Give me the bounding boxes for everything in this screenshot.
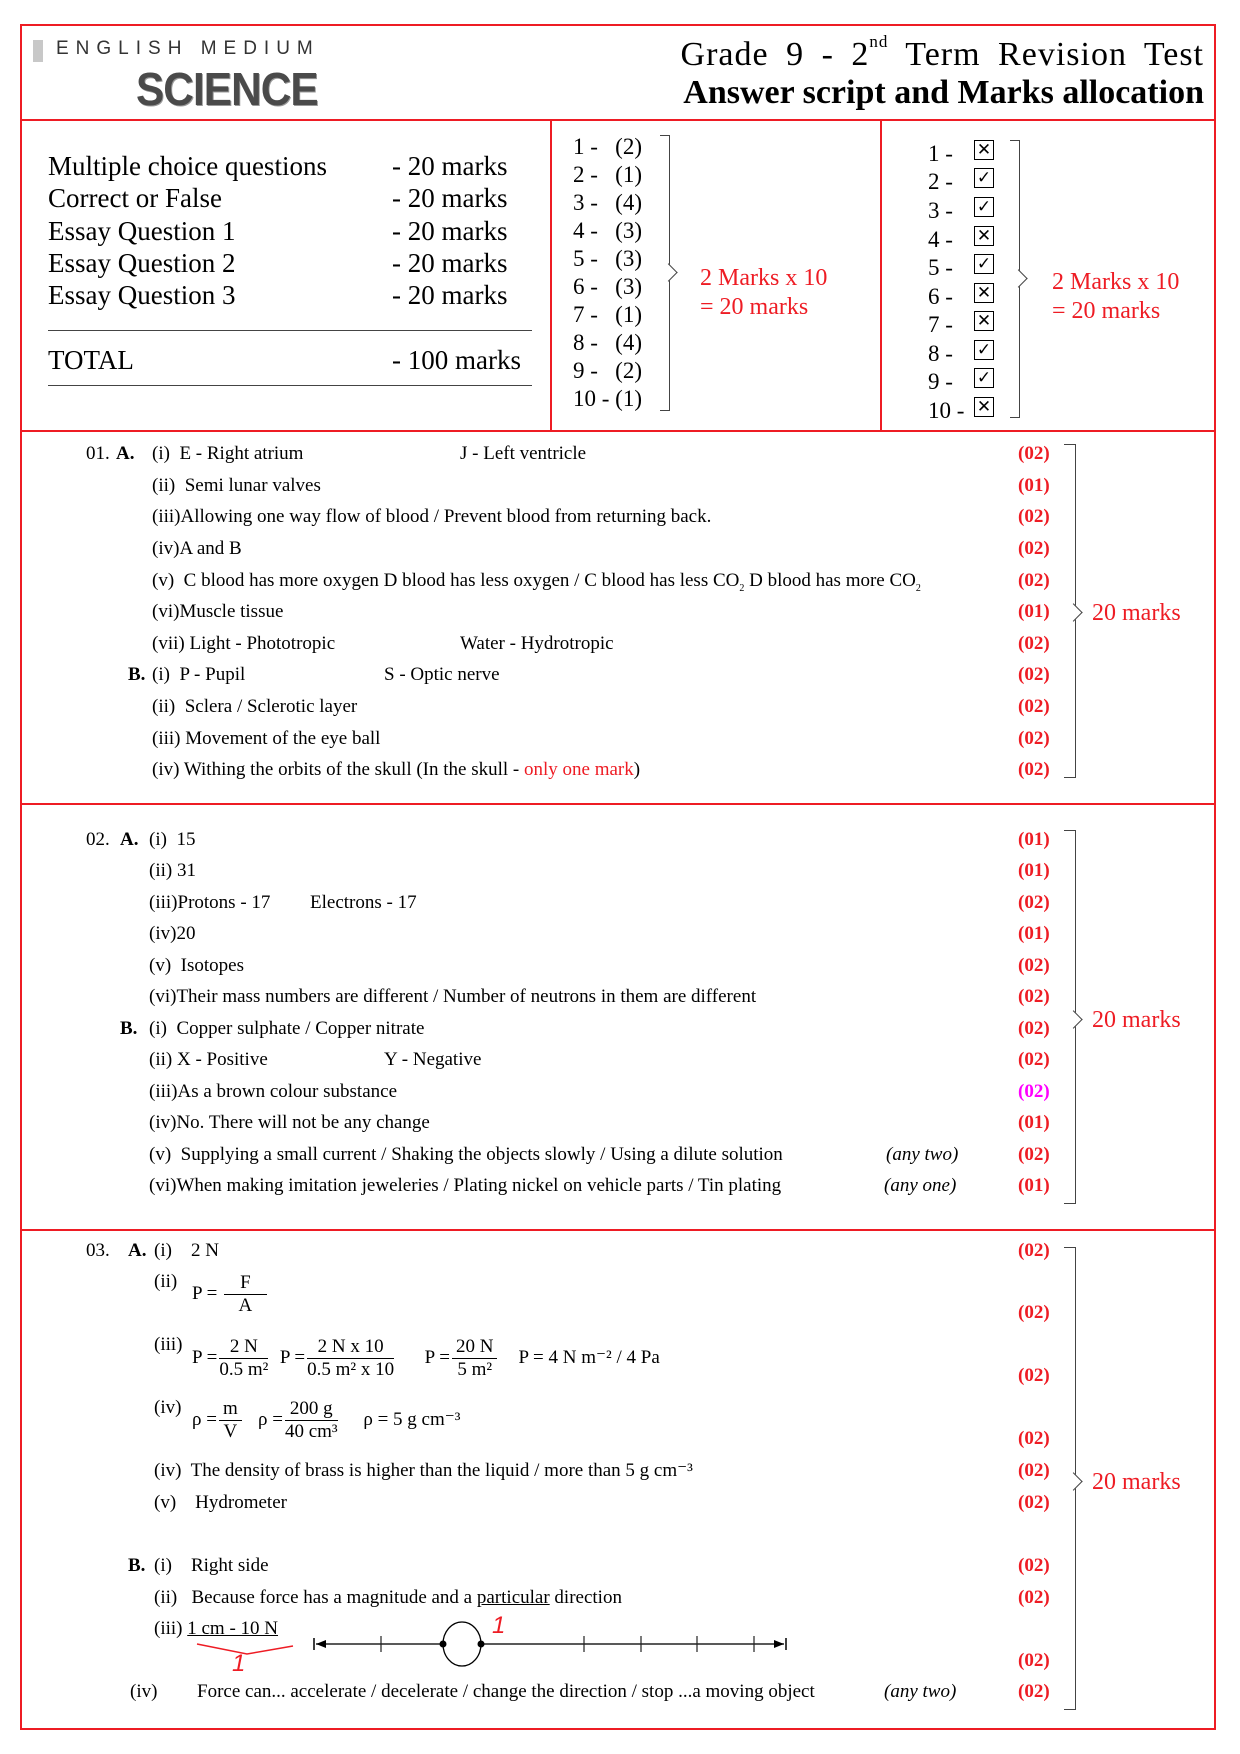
summary-value: - 20 marks — [392, 183, 508, 213]
check-box-icon: ✓ — [974, 197, 994, 217]
answer-row-col2: S - Optic nerve — [384, 664, 500, 685]
answer-row: (i) P - Pupil — [152, 664, 246, 685]
check-box-icon: ✓ — [974, 168, 994, 188]
mark-value: (02) — [1018, 1587, 1050, 1608]
mcq-answer: 6 - (3) — [573, 274, 642, 299]
part-label: B. — [128, 664, 146, 685]
handwritten-mark-1: 1 — [232, 1650, 246, 1677]
answer-row: (v) Isotopes — [149, 955, 244, 976]
mark-value: (01) — [1018, 829, 1050, 850]
question-number: 03. — [86, 1240, 110, 1261]
logo-bar-icon — [33, 40, 43, 62]
tf-number: 5 - — [928, 255, 953, 280]
mcq-answer: 4 - (3) — [573, 218, 642, 243]
tf-number: 1 - — [928, 141, 953, 166]
mark-value: (02) — [1018, 1492, 1050, 1513]
answer-row: (ii) Sclera / Sclerotic layer — [152, 696, 358, 717]
answer-row: (iv)No. There will not be any change — [149, 1112, 430, 1133]
mark-value: (02) — [1018, 696, 1050, 717]
answer-row: (i) 2 N — [154, 1240, 219, 1261]
mark-value: (02) — [1018, 759, 1050, 780]
formula-density: ρ = $\frac{m}{V}$ ρ = $\frac{200 g}{\text{40 cm³}}$ ρ = 5 g cm⁻³ — [192, 1398, 461, 1442]
summary-label: Essay Question 3 — [48, 280, 236, 310]
mark-value: (02) — [1018, 955, 1050, 976]
answer-note: (any one) — [884, 1175, 957, 1196]
part-label: A. — [128, 1240, 147, 1261]
tf-number: 7 - — [928, 312, 953, 337]
summary-label: Multiple choice questions — [48, 151, 327, 181]
total-value: - 100 marks — [392, 345, 521, 375]
answer-row: (v) Supplying a small current / Shaking the objects slowly / Using a dilute solution — [149, 1144, 783, 1165]
mark-value: (01) — [1018, 1175, 1050, 1196]
answer-row-col2: Water - Hydrotropic — [460, 633, 614, 654]
summary-label: Essay Question 2 — [48, 248, 236, 278]
tf-marks-line2: = 20 marks — [1052, 298, 1161, 324]
mark-value: (02) — [1018, 664, 1050, 685]
cross-box-icon: ✕ — [974, 140, 994, 160]
summary-label: Essay Question 1 — [48, 216, 236, 246]
question-number: 02. — [86, 829, 110, 850]
summary-divider — [20, 430, 1216, 432]
mark-value: (02) — [1018, 1144, 1050, 1165]
sub-label: (iv) — [130, 1681, 158, 1702]
logo-science: SCIENCE — [136, 63, 318, 115]
cross-box-icon: ✕ — [974, 283, 994, 303]
answer-row: (iv)20 — [149, 923, 196, 944]
mark-value: (02) — [1018, 1460, 1050, 1481]
answer-row-col2: Y - Negative — [384, 1049, 482, 1070]
total-label: TOTAL — [48, 345, 134, 375]
answer-row: (vii) Light - Phototropic — [152, 633, 336, 654]
answer-row: (v) Hydrometer — [154, 1492, 287, 1513]
mark-value: (02) — [1018, 1302, 1050, 1323]
mcq-answer: 2 - (1) — [573, 162, 642, 187]
answer-row: (ii) Semi lunar valves — [152, 475, 321, 496]
mark-value-highlighted: (02) — [1018, 1081, 1050, 1102]
q2-total: 20 marks — [1092, 1007, 1181, 1033]
part-label: B. — [120, 1018, 138, 1039]
tf-number: 4 - — [928, 227, 953, 252]
mark-value: (02) — [1018, 1428, 1050, 1449]
mark-value: (02) — [1018, 1555, 1050, 1576]
part-label: A. — [116, 443, 135, 464]
answer-row: (v) C blood has more oxygen D blood has less oxygen / C blood has less $CO_2$ D blood has more $CO_2$ — [152, 570, 921, 594]
mark-value: (02) — [1018, 506, 1050, 527]
mcq-tf-divider — [880, 120, 882, 430]
mark-value: (02) — [1018, 728, 1050, 749]
mcq-answer: 10 - (1) — [573, 386, 642, 411]
answer-row: (vi)Muscle tissue — [152, 601, 284, 622]
q1-total: 20 marks — [1092, 600, 1181, 626]
answer-row-col2: Electrons - 17 — [310, 892, 417, 913]
cross-box-icon: ✕ — [974, 226, 994, 246]
q1-divider — [20, 803, 1216, 805]
answer-row: (iii) Movement of the eye ball — [152, 728, 381, 749]
answer-row: (iii)As a brown colour substance — [149, 1081, 398, 1102]
mark-value: (02) — [1018, 1049, 1050, 1070]
tf-marks-line1: 2 Marks x 10 — [1052, 269, 1180, 295]
answer-row: (iii)Allowing one way flow of blood / Prevent blood from returning back. — [152, 506, 712, 527]
sub-label: (iii) — [154, 1334, 183, 1355]
mcq-marks-line1: 2 Marks x 10 — [700, 265, 828, 291]
answer-row: (iv) Withing the orbits of the skull (In the skull - only one mark) — [152, 759, 641, 780]
mark-value: (01) — [1018, 1112, 1050, 1133]
mark-value: (02) — [1018, 570, 1050, 591]
summary-mcq-divider — [550, 120, 552, 430]
sub-label: (iv) — [154, 1397, 182, 1418]
cross-box-icon: ✕ — [974, 311, 994, 331]
answer-row-col2: J - Left ventricle — [460, 443, 587, 464]
summary-rule — [48, 385, 532, 386]
q2-divider — [20, 1229, 1216, 1231]
mark-value: (01) — [1018, 601, 1050, 622]
mark-value: (02) — [1018, 892, 1050, 913]
summary-rule — [48, 330, 532, 331]
mark-value: (02) — [1018, 1240, 1050, 1261]
answer-note: (any two) — [884, 1681, 957, 1702]
tf-number: 10 - — [928, 398, 965, 423]
answer-row: (ii) X - Positive — [149, 1049, 268, 1070]
answer-row: (iii) 1 cm - 10 N — [154, 1618, 279, 1639]
answer-note: (any two) — [886, 1144, 959, 1165]
answer-row: (i) 15 — [149, 829, 196, 850]
mark-value: (02) — [1018, 1018, 1050, 1039]
formula-pressure: P = $\frac{F}{A}$ — [192, 1272, 269, 1317]
answer-row: (vi)Their mass numbers are different / Number of neutrons in them are different — [149, 986, 757, 1007]
answer-row: (i) Copper sulphate / Copper nitrate — [149, 1018, 425, 1039]
mark-value: (02) — [1018, 633, 1050, 654]
summary-value: - 20 marks — [392, 280, 508, 310]
summary-value: - 20 marks — [392, 151, 508, 181]
answer-row: (ii) 31 — [149, 860, 196, 881]
tf-number: 6 - — [928, 284, 953, 309]
answer-row: (ii) Because force has a magnitude and a particular direction — [154, 1587, 622, 1608]
answer-row: (i) Right side — [154, 1555, 269, 1576]
handwritten-mark-2: 1 — [492, 1612, 506, 1639]
tf-number: 9 - — [928, 369, 953, 394]
mcq-answer: 1 - (2) — [573, 134, 642, 159]
mcq-answer: 9 - (2) — [573, 358, 642, 383]
sub-label: (ii) — [154, 1271, 178, 1292]
question-number: 01. — [86, 443, 110, 464]
answer-row: (i) E - Right atrium — [152, 443, 304, 464]
page-subtitle: Answer script and Marks allocation — [683, 74, 1204, 111]
part-label: B. — [128, 1555, 146, 1576]
part-label: A. — [120, 829, 139, 850]
force-diagram — [310, 1620, 790, 1680]
page-title: Grade 9 - 2nd Term Revision Test — [680, 32, 1204, 73]
mark-value: (02) — [1018, 986, 1050, 1007]
mark-value: (02) — [1018, 1365, 1050, 1386]
mcq-answer: 8 - (4) — [573, 330, 642, 355]
mark-value: (01) — [1018, 860, 1050, 881]
summary-value: - 20 marks — [392, 248, 508, 278]
answer-row: (iv) The density of brass is higher than the liquid / more than 5 g cm⁻³ — [154, 1460, 693, 1481]
tf-number: 8 - — [928, 341, 953, 366]
header-divider — [20, 119, 1216, 121]
answer-row: (iii)Protons - 17 — [149, 892, 271, 913]
logo-subtitle: ENGLISH MEDIUM — [56, 38, 320, 59]
answer-row: Force can... accelerate / decelerate / change the direction / stop ...a moving object — [197, 1681, 815, 1702]
answer-row: (iv)A and B — [152, 538, 242, 559]
tf-number: 3 - — [928, 198, 953, 223]
mark-value: (01) — [1018, 923, 1050, 944]
check-box-icon: ✓ — [974, 254, 994, 274]
mcq-answer: 7 - (1) — [573, 302, 642, 327]
mcq-answer: 5 - (3) — [573, 246, 642, 271]
mark-value: (02) — [1018, 443, 1050, 464]
mark-value: (02) — [1018, 538, 1050, 559]
mark-value: (01) — [1018, 475, 1050, 496]
cross-box-icon: ✕ — [974, 397, 994, 417]
check-box-icon: ✓ — [974, 340, 994, 360]
summary-label: Correct or False — [48, 183, 222, 213]
formula-pressure-calc: P = $\frac{2 N}{\text{0.5 m²}}$ P = $\frac{\text{2 N x 10}}{\text{0.5 m² x 10}}$ P = $\frac{20 N}{\text{5 m²}}$ P = 4 N m⁻² / 4 Pa — [192, 1336, 660, 1380]
summary-value: - 20 marks — [392, 216, 508, 246]
answer-row: (vi)When making imitation jeweleries / Plating nickel on vehicle parts / Tin plating — [149, 1175, 782, 1196]
mark-value: (02) — [1018, 1650, 1050, 1671]
mcq-answer: 3 - (4) — [573, 190, 642, 215]
tf-number: 2 - — [928, 169, 953, 194]
q3-total: 20 marks — [1092, 1469, 1181, 1495]
mark-value: (02) — [1018, 1681, 1050, 1702]
check-box-icon: ✓ — [974, 368, 994, 388]
mcq-marks-line2: = 20 marks — [700, 294, 809, 320]
